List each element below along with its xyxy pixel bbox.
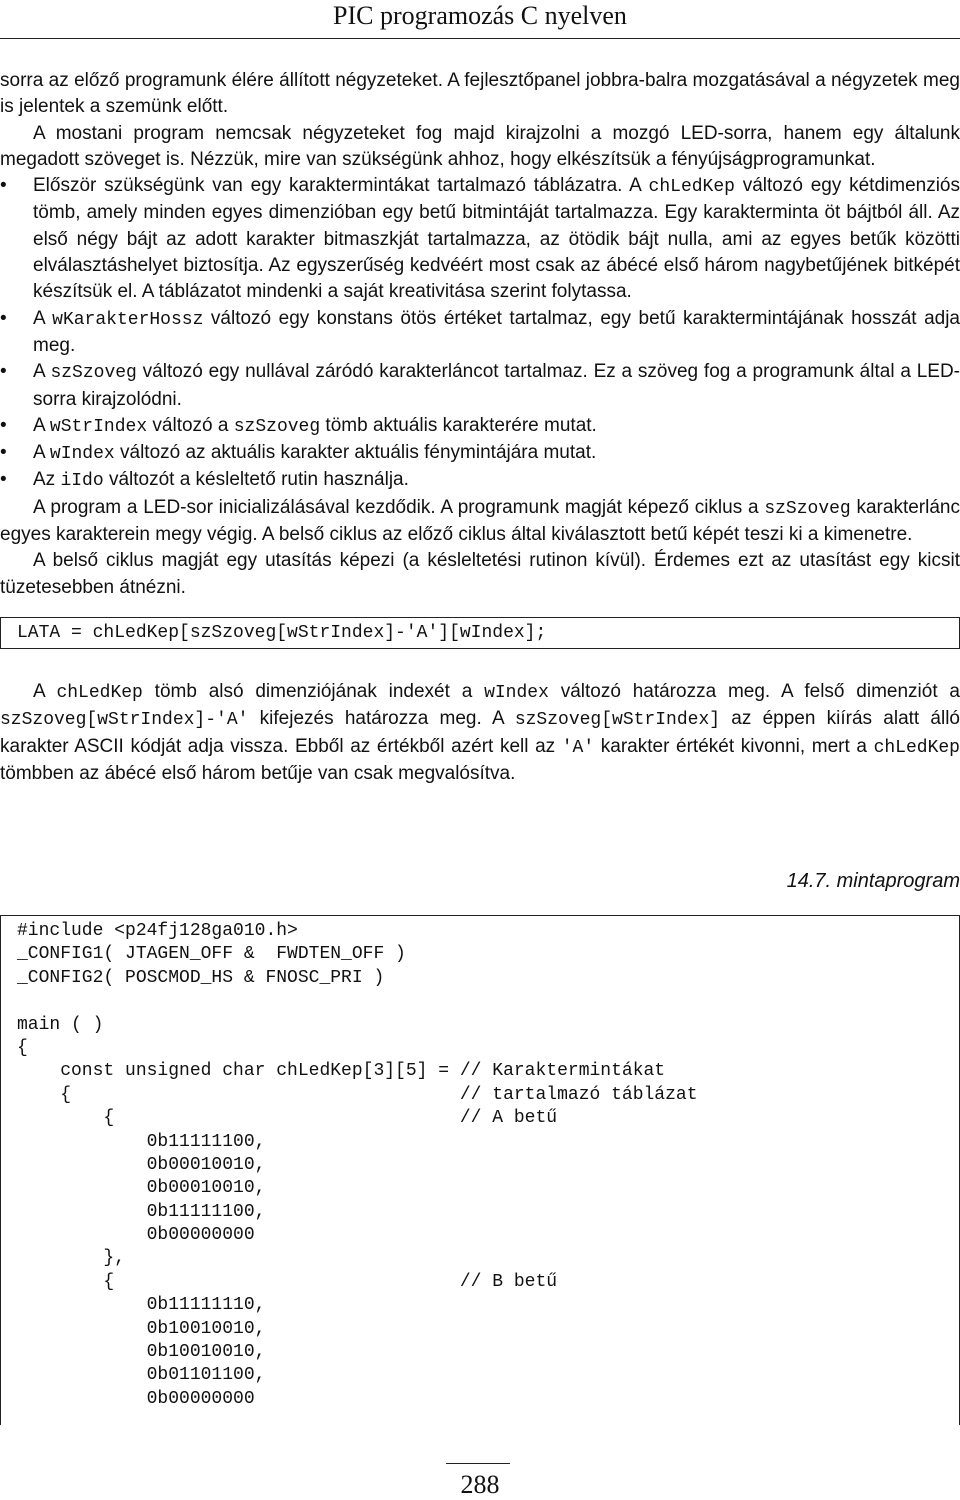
- code-line: [17, 990, 943, 1013]
- bullet-item-5: • A wIndex változó az aktuális karakter aktuális fénymintájára mutat.: [0, 440, 960, 467]
- program-listing: [0, 915, 960, 1425]
- code-line: { // tartalmazó táblázat: [17, 1084, 698, 1105]
- code-identifier: iIdo: [60, 471, 104, 492]
- bullet-dot: •: [0, 175, 7, 197]
- code-line: 0b00000000: [17, 1225, 255, 1246]
- code-line: 0b11111100,: [17, 1201, 266, 1222]
- code-line: _CONFIG2( POSCMOD_HS & FNOSC_PRI ): [17, 967, 385, 988]
- code-line: {: [17, 1037, 28, 1058]
- code-expression: szSzoveg[wStrIndex]: [514, 710, 721, 731]
- code-line: 0b11111110,: [17, 1295, 266, 1316]
- code-identifier: wIndex: [49, 444, 115, 465]
- code-line: { // A betű: [17, 1108, 558, 1129]
- bullet-dot: •: [0, 442, 7, 464]
- paragraph-4: A belső ciklus magját egy utasítás képezi (a késleltetési rutinon kívül). Érdemes ezt az utasítást egy kicsit tüzetesebben átnézni.: [0, 550, 960, 598]
- bullet-dot: •: [0, 414, 7, 436]
- body-text: [0, 68, 960, 787]
- program-caption: 14.7. mintaprogram: [786, 870, 960, 892]
- code-expression: szSzoveg[wStrIndex]-'A': [0, 710, 249, 731]
- bullet-item-4: • A wStrIndex változó a szSzoveg tömb aktuális karakterére mutat.: [0, 413, 960, 440]
- code-line: main ( ): [17, 1014, 104, 1035]
- bullet-dot: •: [0, 469, 7, 491]
- bullet-item-3: • A szSzoveg változó egy nullával záródó karakterláncot tartalmaz. Ez a szöveg fog a programunk által a LED-sorra kirajzolódni.: [0, 361, 960, 410]
- code-identifier: szSzoveg: [50, 363, 137, 384]
- bullet-dot: •: [0, 361, 7, 383]
- code-line: 0b00010010,: [17, 1154, 266, 1175]
- code-literal: 'A': [561, 737, 595, 758]
- paragraph-2: A mostani program nemcsak négyzeteket fog majd kirajzolni a mozgó LED-sorra, hanem egy általunk megadott szöveget is. Nézzük, mire van szükségünk ahhoz, hogy elkészítsük a fényújságprogramunkat.: [0, 122, 960, 170]
- code-line: { // B betű: [17, 1271, 558, 1292]
- footer-rule: [446, 1463, 510, 1464]
- header-rule: [0, 38, 960, 39]
- bullet-item-1: • Először szükségünk van egy karaktermintákat tartalmazó táblázatra. A chLedKep változó egy kétdimenziós tömb, amely minden egyes dimenzióban egy betű bitmintáját tartalmazza. Egy karakterminta öt bájtból áll. Az első négy bájt az adott karakter bitmaszkját tartalmazza, az ötödik bájt nulla, ami az egyes betűk közötti elválasztáshelyet biztosítja. Az egyszerűség kedvéért most csak az ábécé első három nagybetűjének bitképét készítsük el. A táblázatot mindenki a saját kreativitása szerint folytassa.: [0, 175, 960, 303]
- bullet-item-6: • Az iIdo változót a késleltető rutin használja.: [0, 467, 960, 494]
- code-line: 0b00000000: [17, 1388, 255, 1409]
- code-identifier: chLedKep: [56, 682, 143, 703]
- code-identifier: wIndex: [484, 682, 549, 703]
- code-line: _CONFIG1( JTAGEN_OFF & FWDTEN_OFF ): [17, 944, 406, 965]
- code-line: 0b11111100,: [17, 1131, 266, 1152]
- code-identifier: wKarakterHossz: [52, 309, 204, 330]
- code-identifier: chLedKep: [873, 737, 960, 758]
- code-line: },: [17, 1248, 126, 1269]
- paragraph-3: A program a LED-sor inicializálásával kezdődik. A programunk magját képező ciklus a szSzoveg karakterlánc egyes karakterein megy végig. A belső ciklus az előző ciklus által kiválasztott betű képét teszi ki a kimenetre.: [0, 496, 960, 546]
- code-identifier: szSzoveg: [233, 416, 321, 437]
- code-line: #include <p24fj128ga010.h>: [17, 921, 298, 941]
- code-identifier: wStrIndex: [49, 416, 148, 437]
- code-identifier: szSzoveg: [764, 498, 851, 519]
- bullet-dot: •: [0, 307, 7, 329]
- code-line: 0b10010010,: [17, 1318, 266, 1339]
- running-header: PIC programozás C nyelven: [333, 1, 627, 30]
- code-identifier: chLedKep: [648, 177, 735, 198]
- paragraph-1: sorra az előző programunk élére állított négyzeteket. A fejlesztőpanel jobbra-balra mozgatásával a négyzetek meg is jelentek a szemünk előtt.: [0, 70, 960, 118]
- page-number: 288: [460, 1470, 500, 1499]
- code-line: 0b10010010,: [17, 1342, 266, 1363]
- paragraph-5: A chLedKep tömb alsó dimenziójának indexét a wIndex változó határozza meg. A felső dimenziót a szSzoveg[wStrIndex]-'A' kifejezés határozza meg. A szSzoveg[wStrIndex] az éppen kiírás alatt álló karakter ASCII kódját adja vissza. Ebből az értékből azért kell az 'A' karakter értékét kivonni, mert a chLedKep tömbben az ábécé első három betűje van csak megvalósítva.: [0, 680, 960, 784]
- code-statement-box: LATA = chLedKep[szSzoveg[wStrIndex]-'A'][wIndex];: [0, 617, 960, 649]
- code-line: const unsigned char chLedKep[3][5] = // Karaktermintákat: [17, 1061, 666, 1082]
- code-line: 0b00010010,: [17, 1178, 266, 1199]
- code-line: 0b01101100,: [17, 1365, 266, 1386]
- bullet-item-2: • A wKarakterHossz változó egy konstans ötös értéket tartalmaz, egy betű karaktermintájának hosszát adja meg.: [0, 307, 960, 356]
